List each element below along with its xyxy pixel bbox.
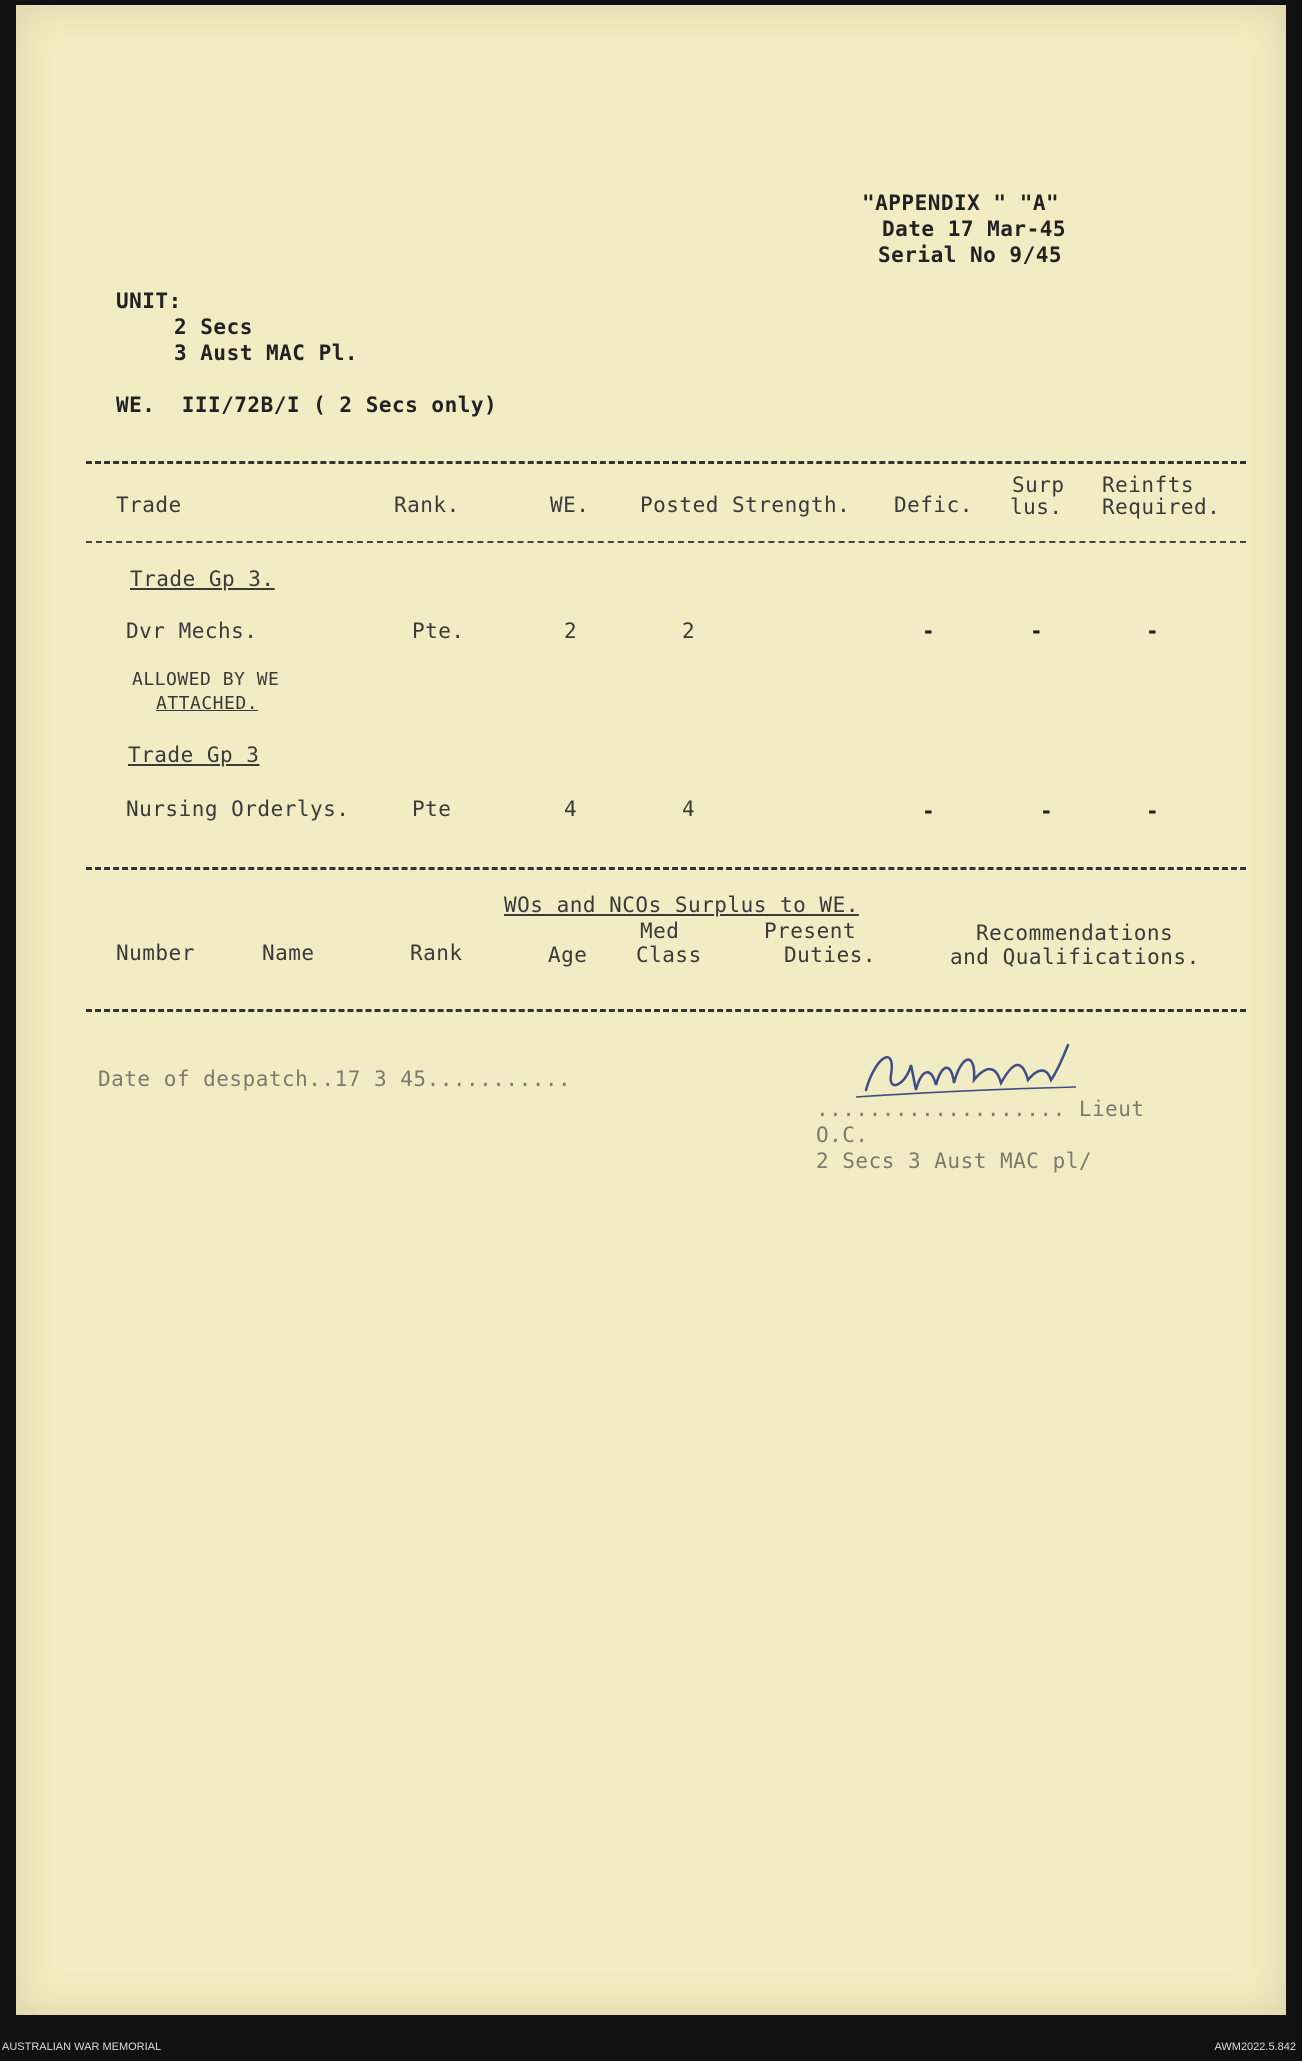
allowed-by-we: ALLOWED BY WE	[132, 669, 280, 690]
col-age-header: Age	[548, 943, 588, 967]
col-reinfts-header-bottom: Required.	[1102, 495, 1221, 519]
row2-trade: Nursing Orderlys.	[126, 797, 350, 821]
row1-trade: Dvr Mechs.	[126, 619, 258, 643]
col-rank-header: Rank.	[394, 493, 460, 517]
col-recommendations-bottom: and Qualifications.	[950, 945, 1200, 969]
table2-bottom-rule	[86, 1009, 1246, 1012]
col-name-header: Name	[262, 941, 315, 965]
we-reference: WE. III/72B/I ( 2 Secs only)	[116, 393, 498, 417]
row1-reinfts: -	[1146, 619, 1160, 643]
row2-reinfts: -	[1146, 799, 1160, 823]
col-surplus-header-top: Surp	[1012, 473, 1065, 497]
serial-number: Serial No 9/45	[878, 243, 1063, 267]
credit-right: AWM2022.5.842	[1214, 2041, 1296, 2053]
date-of-despatch: Date of despatch..17 3 45...........	[98, 1067, 572, 1091]
signature-line: ................... Lieut	[816, 1097, 1145, 1121]
col-present-header-top: Present	[764, 919, 857, 943]
col-rank2-header: Rank	[410, 941, 463, 965]
unit-label: UNIT:	[116, 289, 182, 313]
col-med-header-bottom: Class	[636, 943, 702, 967]
col-present-header-bottom: Duties.	[784, 943, 877, 967]
row2-posted: 4	[682, 797, 696, 821]
row2-we: 4	[564, 797, 578, 821]
col-recommendations-top: Recommendations	[976, 921, 1174, 945]
col-med-header-top: Med	[640, 919, 680, 943]
col-surplus-header-bottom: lus.	[1010, 495, 1063, 519]
credit-left: AUSTRALIAN WAR MEMORIAL	[2, 2041, 162, 2053]
table1-top-rule	[86, 461, 1246, 464]
appendix-label: "APPENDIX " "A"	[862, 191, 1060, 215]
row2-rank: Pte	[412, 797, 452, 821]
row1-rank: Pte.	[412, 619, 465, 643]
unit-line-2: 3 Aust MAC Pl.	[174, 341, 359, 365]
row2-defic: -	[922, 799, 936, 823]
table1-header-rule	[86, 541, 1246, 543]
document-page	[16, 5, 1286, 2015]
unit-line-1: 2 Secs	[174, 315, 253, 339]
col-defic-header: Defic.	[894, 493, 973, 517]
col-trade-header: Trade	[116, 493, 182, 517]
row1-surplus: -	[1030, 619, 1044, 643]
row2-surplus: -	[1040, 799, 1054, 823]
row1-posted: 2	[682, 619, 696, 643]
col-reinfts-header-top: Reinfts	[1102, 473, 1195, 497]
trade-group-2: Trade Gp 3	[128, 743, 260, 767]
document-date: Date 17 Mar-45	[882, 217, 1067, 241]
table2-top-rule	[86, 867, 1246, 870]
surplus-section-title: WOs and NCOs Surplus to WE.	[504, 893, 859, 917]
trade-group-1: Trade Gp 3.	[130, 567, 275, 591]
attached-label: ATTACHED.	[156, 693, 259, 714]
col-number-header: Number	[116, 941, 195, 965]
row1-we: 2	[564, 619, 578, 643]
officer-commanding: O.C.	[816, 1123, 869, 1147]
col-posted-header: Posted Strength.	[640, 493, 851, 517]
signatory-unit: 2 Secs 3 Aust MAC pl/	[816, 1149, 1093, 1173]
col-we-header: WE.	[550, 493, 590, 517]
row1-defic: -	[922, 619, 936, 643]
